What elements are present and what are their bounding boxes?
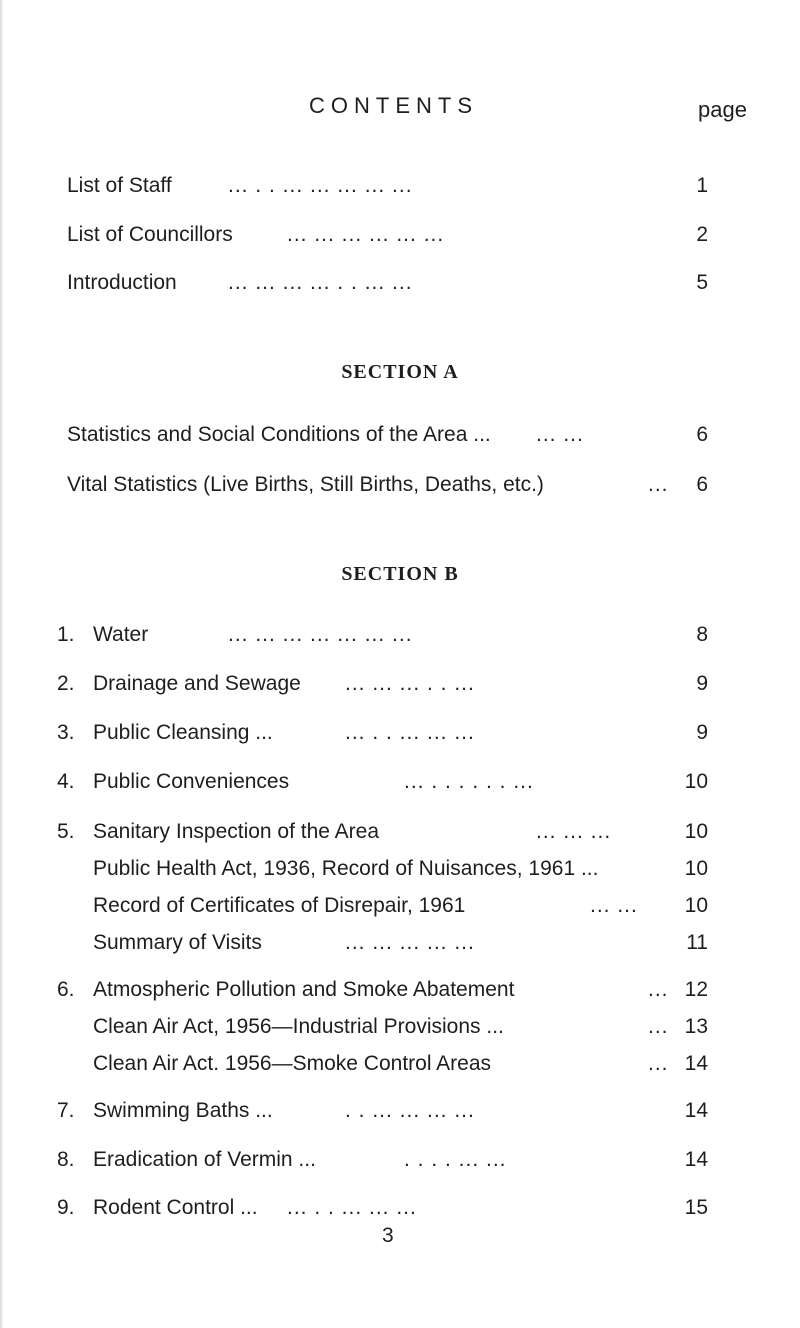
toc-entry-label: Sanitary Inspection of the Area (93, 820, 380, 843)
toc-leader-dots: ... (648, 473, 669, 496)
toc-entry-number: 8. (57, 1148, 75, 1171)
toc-leader-dots: ... (648, 1052, 669, 1075)
toc-entry-label: Clean Air Act. 1956—Smoke Control Areas (93, 1052, 492, 1075)
toc-entry-public-cleansing (0, 718, 800, 748)
toc-entry-rodent-control (0, 1193, 800, 1223)
toc-entry-label: Vital Statistics (Live Births, Still Births, Deaths, etc.) (67, 473, 544, 496)
toc-entry-label: Eradication of Vermin ... (93, 1148, 316, 1171)
toc-entry-atmospheric-pollution (0, 975, 800, 1005)
contents-title: CONTENTS (309, 93, 478, 118)
toc-entry-number: 9. (57, 1196, 75, 1219)
toc-entry-statistics (0, 420, 800, 450)
toc-entry-page: 9 (696, 721, 708, 744)
page-number: 3 (382, 1224, 394, 1247)
toc-entry-number: 4. (57, 770, 75, 793)
toc-entry-record-of-certificates (0, 891, 800, 921)
toc-entry-label: Rodent Control ... (93, 1196, 258, 1219)
toc-leader-dots: ... (648, 1015, 669, 1038)
toc-entry-public-health-act (0, 854, 800, 884)
toc-entry-label: Clean Air Act, 1956—Industrial Provisions ... (93, 1015, 504, 1038)
toc-entry-label: Public Health Act, 1936, Record of Nuisances, 1961 ... (93, 857, 599, 880)
toc-entry-label: List of Staff (67, 174, 172, 197)
toc-leader-dots: ... . . ... ... ... ... ... (228, 174, 413, 197)
toc-leader-dots: ... ... ... ... ... ... ... (228, 623, 413, 646)
toc-leader-dots: ... (648, 978, 669, 1001)
toc-entry-label: Atmospheric Pollution and Smoke Abatement (93, 978, 515, 1001)
toc-entry-label: Drainage and Sewage (93, 672, 301, 695)
toc-entry-drainage (0, 669, 800, 699)
toc-leader-dots: ... ... (590, 894, 638, 917)
toc-entry-list-of-staff (0, 171, 800, 201)
toc-entry-page: 9 (696, 672, 708, 695)
toc-entry-introduction (0, 268, 800, 298)
toc-entry-eradication-of-vermin (0, 1145, 800, 1175)
toc-entry-sanitary-inspection (0, 817, 800, 847)
toc-leader-dots: ... ... ... . . ... (345, 672, 475, 695)
toc-entry-label: Public Cleansing ... (93, 721, 273, 744)
toc-entry-label: Summary of Visits (93, 931, 262, 954)
toc-entry-vital-statistics (0, 470, 800, 500)
toc-leader-dots: . . ... ... ... ... (345, 1099, 475, 1122)
toc-entry-swimming-baths (0, 1096, 800, 1126)
toc-leader-dots: ... ... ... (536, 820, 612, 843)
toc-entry-page: 15 (684, 1196, 708, 1219)
toc-entry-page: 10 (684, 894, 708, 917)
toc-entry-water (0, 620, 800, 650)
toc-entry-label: Introduction (67, 271, 177, 294)
toc-leader-dots: ... . . ... ... ... (287, 1196, 417, 1219)
toc-entry-number: 2. (57, 672, 75, 695)
toc-entry-page: 8 (696, 623, 708, 646)
toc-entry-page: 14 (684, 1052, 708, 1075)
toc-entry-label: Public Conveniences (93, 770, 290, 793)
page-column-label: page (698, 97, 747, 122)
toc-entry-label: List of Councillors (67, 223, 233, 246)
toc-entry-list-of-councillors (0, 220, 800, 250)
toc-entry-number: 3. (57, 721, 75, 744)
toc-entry-page: 14 (684, 1148, 708, 1171)
section-b-heading: SECTION B (341, 563, 459, 585)
toc-entry-page: 13 (684, 1015, 708, 1038)
toc-entry-clean-air-industrial (0, 1012, 800, 1042)
toc-entry-clean-air-smoke-control (0, 1049, 800, 1079)
toc-leader-dots: ... . . ... ... ... (345, 721, 475, 744)
toc-entry-number: 7. (57, 1099, 75, 1122)
toc-entry-page: 6 (696, 473, 708, 496)
toc-leader-dots: ... ... (536, 423, 584, 446)
toc-entry-number: 1. (57, 623, 75, 646)
toc-leader-dots: ... ... ... ... ... ... (287, 223, 445, 246)
toc-entry-page: 10 (684, 820, 708, 843)
toc-leader-dots: ... ... ... ... ... (345, 931, 475, 954)
toc-entry-page: 6 (696, 423, 708, 446)
toc-entry-summary-of-visits (0, 928, 800, 958)
section-a-heading: SECTION A (341, 361, 459, 383)
toc-entry-page: 14 (684, 1099, 708, 1122)
contents-header (0, 93, 800, 123)
toc-entry-page: 12 (684, 978, 708, 1001)
toc-entry-label: Record of Certificates of Disrepair, 1961 (93, 894, 466, 917)
toc-leader-dots: ... ... ... ... . . ... ... (228, 271, 413, 294)
toc-entry-page: 1 (696, 174, 708, 197)
toc-entry-label: Statistics and Social Conditions of the Area ... (67, 423, 491, 446)
toc-leader-dots: . . . . ... ... (404, 1148, 507, 1171)
toc-entry-label: Water (93, 623, 149, 646)
toc-entry-number: 5. (57, 820, 75, 843)
toc-entry-page: 2 (696, 223, 708, 246)
toc-entry-label: Swimming Baths ... (93, 1099, 273, 1122)
toc-entry-public-conveniences (0, 767, 800, 797)
toc-entry-page: 5 (696, 271, 708, 294)
toc-entry-page: 10 (684, 770, 708, 793)
toc-entry-page: 11 (686, 931, 708, 954)
toc-entry-number: 6. (57, 978, 75, 1001)
toc-entry-page: 10 (684, 857, 708, 880)
toc-leader-dots: ... . . . . . . ... (404, 770, 534, 793)
